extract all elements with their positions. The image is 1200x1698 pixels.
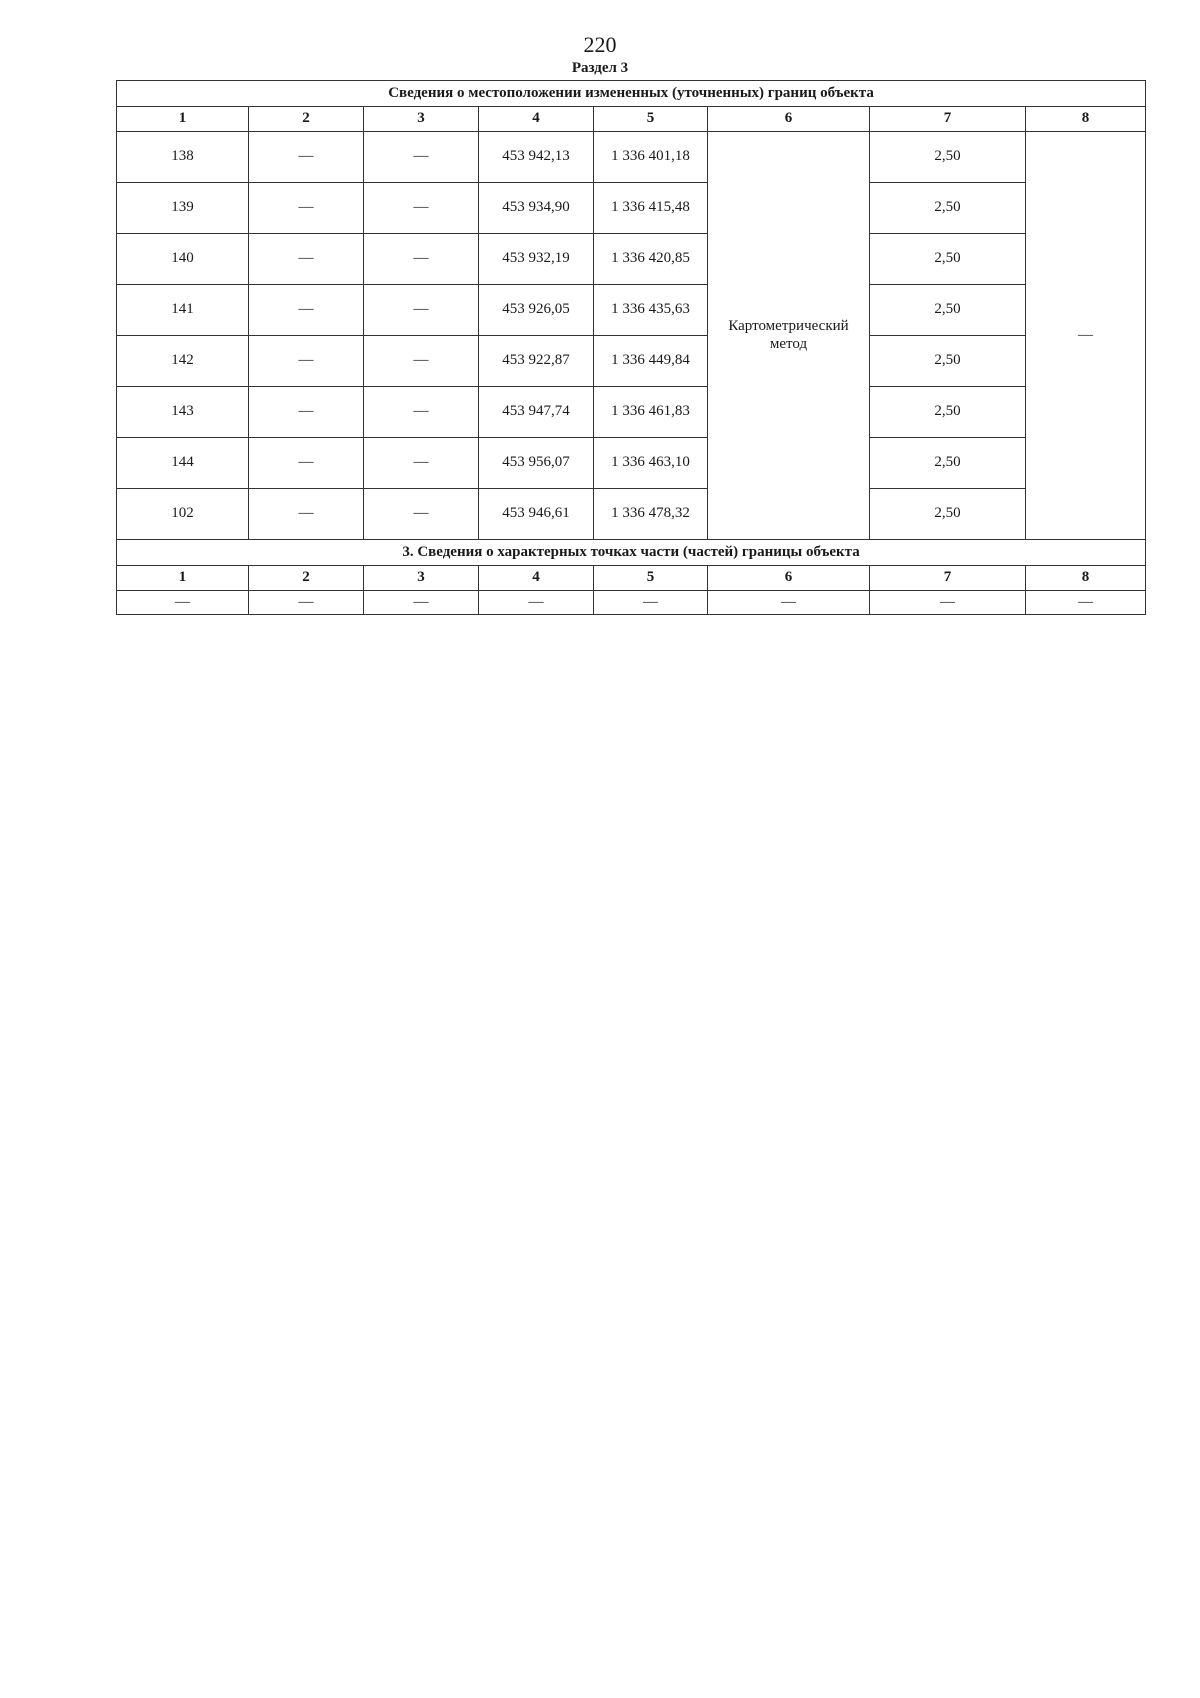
cell-c5: 1 336 435,63	[594, 285, 708, 336]
cell-c4: 453 942,13	[479, 132, 594, 183]
table-row	[117, 183, 1146, 234]
cell-c3: —	[364, 489, 479, 540]
page-number: 220	[583, 32, 617, 57]
table-row	[117, 336, 1146, 387]
cell-c4: 453 922,87	[479, 336, 594, 387]
column-number: 4	[479, 107, 594, 132]
column-number: 6	[708, 107, 870, 132]
empty-cell: —	[708, 591, 870, 615]
cell-c7: 2,50	[870, 489, 1026, 540]
cell-c1: 102	[117, 489, 249, 540]
cell-c2: —	[249, 387, 364, 438]
table1-column-numbers	[117, 107, 1146, 132]
column-number: 8	[1026, 566, 1146, 591]
cell-c5: 1 336 461,83	[594, 387, 708, 438]
cell-c4: 453 946,61	[479, 489, 594, 540]
table-row	[117, 285, 1146, 336]
table-row	[117, 489, 1146, 540]
column-number: 6	[708, 566, 870, 591]
cell-c1: 142	[117, 336, 249, 387]
empty-cell: —	[594, 591, 708, 615]
table-row	[117, 438, 1146, 489]
cell-c4: 453 926,05	[479, 285, 594, 336]
column-number: 3	[364, 107, 479, 132]
column-number: 1	[117, 566, 249, 591]
empty-cell: —	[870, 591, 1026, 615]
cell-c4: 453 934,90	[479, 183, 594, 234]
cell-c7: 2,50	[870, 438, 1026, 489]
cell-c7: 2,50	[870, 132, 1026, 183]
cell-c2: —	[249, 132, 364, 183]
table2-column-numbers	[117, 566, 1146, 591]
column-number: 5	[594, 107, 708, 132]
cell-c4: 453 956,07	[479, 438, 594, 489]
cell-c4: 453 947,74	[479, 387, 594, 438]
cell-c2: —	[249, 336, 364, 387]
cell-c1: 138	[117, 132, 249, 183]
cell-c1: 141	[117, 285, 249, 336]
column-number: 5	[594, 566, 708, 591]
cell-c2: —	[249, 234, 364, 285]
empty-cell: —	[364, 591, 479, 615]
cell-c1: 144	[117, 438, 249, 489]
column-number: 7	[870, 566, 1026, 591]
empty-cell: —	[117, 591, 249, 615]
column-number: 4	[479, 566, 594, 591]
cell-c5: 1 336 420,85	[594, 234, 708, 285]
cell-c3: —	[364, 387, 479, 438]
cell-c5: 1 336 415,48	[594, 183, 708, 234]
cell-c5: 1 336 449,84	[594, 336, 708, 387]
section-title: Раздел 3	[571, 60, 629, 76]
column-number: 2	[249, 566, 364, 591]
cell-c7: 2,50	[870, 234, 1026, 285]
cell-c2: —	[249, 285, 364, 336]
cell-c5: 1 336 463,10	[594, 438, 708, 489]
cell-c2: —	[249, 183, 364, 234]
cell-c3: —	[364, 336, 479, 387]
cell-c4: 453 932,19	[479, 234, 594, 285]
method-cell: Картометрический метод	[708, 132, 870, 540]
cell-c2: —	[249, 438, 364, 489]
table-row	[117, 132, 1146, 183]
cell-c3: —	[364, 285, 479, 336]
cell-c7: 2,50	[870, 285, 1026, 336]
cell-c3: —	[364, 132, 479, 183]
cell-c1: 139	[117, 183, 249, 234]
cell-c7: 2,50	[870, 336, 1026, 387]
empty-cell: —	[1026, 591, 1146, 615]
boundary-table	[116, 80, 1146, 615]
empty-cell: —	[249, 591, 364, 615]
cell-c3: —	[364, 234, 479, 285]
column-number: 2	[249, 107, 364, 132]
column-number: 3	[364, 566, 479, 591]
cell-c5: 1 336 401,18	[594, 132, 708, 183]
table-row	[117, 591, 1146, 615]
table-row	[117, 387, 1146, 438]
cell-c2: —	[249, 489, 364, 540]
cell-c7: 2,50	[870, 183, 1026, 234]
cell-c1: 143	[117, 387, 249, 438]
empty-cell: —	[479, 591, 594, 615]
column-number: 7	[870, 107, 1026, 132]
table-row	[117, 234, 1146, 285]
table2-heading: 3. Сведения о характерных точках части (частей) границы объекта	[117, 540, 1146, 566]
cell-c1: 140	[117, 234, 249, 285]
cell-c3: —	[364, 438, 479, 489]
column-number: 8	[1026, 107, 1146, 132]
cell-c8: —	[1026, 132, 1146, 540]
table1-heading: Сведения о местоположении измененных (уточненных) границ объекта	[117, 81, 1146, 107]
cell-c3: —	[364, 183, 479, 234]
cell-c7: 2,50	[870, 387, 1026, 438]
cell-c5: 1 336 478,32	[594, 489, 708, 540]
column-number: 1	[117, 107, 249, 132]
